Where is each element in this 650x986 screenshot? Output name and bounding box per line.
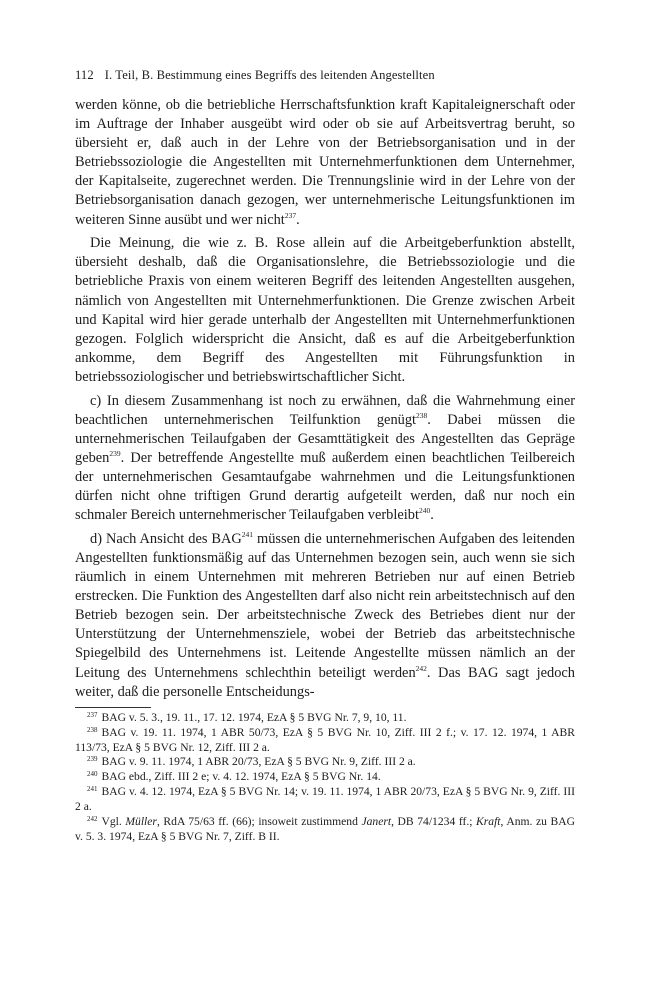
paragraph-text: werden könne, ob die betriebliche Herrschaftsfunktion kraft Kapitaleignerschaft oder im Auftrage der Inhaber ausgeübt wird oder ob sie auf Arbeitsvertrag beruht, so übersieht er, daß auch in der Lehre von der Betriebsorganisation und in der Betriebssoziologie die Angestellten mit Unternehmerfunktionen dem Unternehmer, der Kapitalseite, zugerechnet werden. Die Trennungslinie wird in der Lehre von der Betriebsorganisation danach gezogen, wer unternehmerische Leitungsfunktionen im weiteren Sinne ausübt und wer nicht (75, 97, 575, 228)
paragraph-text: c) In diesem Zusammenhang ist noch zu erwähnen, daß die Wahrnehmung einer beachtlichen unternehmerischen Teilfunktion genügt (75, 392, 575, 428)
paragraph-text: . Der betreffende Angestellte muß außerdem einen beachtlichen Teilbereich der unternehmerischen Gesamtaufgabe wahrnehmen und die Leitungsfunktionen dürfen nicht ohne triftigen Grund derartig aufgeteilt werden, daß nur noch ein schmaler Bereich unternehmerischer Teilaufgaben verbleibt (75, 449, 575, 524)
footnote (75, 770, 575, 785)
footnote-text: BAG v. 9. 11. 1974, 1 ABR 20/73, EzA § 5 BVG Nr. 9, Ziff. III 2 a. (101, 755, 416, 769)
footnote-number: 242 (87, 815, 98, 824)
footnote-text: BAG v. 19. 11. 1974, 1 ABR 50/73, EzA § 5 BVG Nr. 10, Ziff. III 2 f.; v. 17. 12. 1974, 1 ABR 113/73, EzA § 5 BVG Nr. 12, Ziff. III 2 a. (75, 725, 575, 754)
running-header (75, 67, 575, 83)
footnote-number: 238 (87, 725, 98, 734)
footnote-text: , DB 74/1234 ff.; (391, 815, 477, 829)
footnote-text: BAG v. 5. 3., 19. 11., 17. 12. 1974, EzA § 5 BVG Nr. 7, 9, 10, 11. (101, 710, 407, 724)
footnote-text: BAG ebd., Ziff. III 2 e; v. 4. 12. 1974, EzA § 5 BVG Nr. 14. (101, 770, 381, 784)
paragraph-text: Die Meinung, die wie z. B. Rose allein auf die Arbeitgeberfunktion abstellt, übersieht deshalb, daß die Organisationslehre, die Betriebssoziologie und die betriebliche Praxis von einem weiteren Begriff des leitenden Angestellten ausgehen, nämlich von Angestellten mit Unternehmerfunktionen. Die Grenze zwischen Arbeit und Kapital wird hier gerade unterhalb der Angestellten mit Unternehmerfunktionen gezogen. Folglich widerspricht die Ansicht, daß es auf die Arbeitgeberfunktion ankomme, dem Begriff des Angestellten mit Führungsfunktion in betriebssoziologischer und betriebswirtschaftlicher Sicht. (75, 235, 575, 385)
footnote-text: BAG v. 4. 12. 1974, EzA § 5 BVG Nr. 14; v. 19. 11. 1974, 1 ABR 20/73, EzA § 5 BVG Nr. 9, Ziff. III 2 a. (75, 785, 575, 814)
page-number: 112 (75, 68, 94, 82)
paragraph-text: . Dabei müssen die unternehmerischen Teilaufgaben der Gesamttätigkeit des Angestellten das Gepräge geben (75, 411, 575, 466)
running-title: I. Teil, B. Bestimmung eines Begriffs des leitenden Angestellten (104, 68, 435, 82)
paragraph (75, 96, 575, 230)
cited-author: Janert (361, 815, 392, 829)
cited-author: Müller (125, 815, 157, 829)
footnote (75, 785, 575, 815)
footnote (75, 711, 575, 726)
paragraph (75, 530, 575, 702)
body-text (75, 96, 575, 702)
book-page (75, 67, 575, 845)
paragraph (75, 234, 575, 387)
footnote-ref: 241 (241, 529, 254, 539)
footnote (75, 755, 575, 770)
footnote-number: 239 (87, 755, 98, 764)
footnote-text: Vgl. (101, 815, 126, 829)
footnote-ref: 238 (416, 410, 428, 420)
paragraph-text: . (296, 211, 300, 228)
footnote-ref: 240 (418, 506, 431, 516)
footnote (75, 815, 575, 845)
paragraph-text: müssen die unternehmerischen Aufgaben des leitenden Angestellten funktionsmäßig auf das Unternehmen bezogen sein, auch wenn sie sich räumlich in einem Unternehmen mit mehreren Betrieben nur auf einen Betrieb erstrecken. Die Funktion des Angestellten darf also nicht rein arbeitstechnisch auf den Betrieb bezogen sein. Der arbeitstechnische Zweck des Betriebes dient nur der Unterstützung der Unternehmensziele, wobei der Betrieb das arbeitstechnische Spiegelbild des Unternehmens ist. Leitende Angestellte müssen nämlich an der Leitung des Unternehmens schlechthin beteiligt werden (75, 530, 575, 681)
footnote-ref: 242 (415, 663, 427, 673)
footnote (75, 726, 575, 756)
footnote-text: , Anm. zu BAG v. 5. 3. 1974, EzA § 5 BVG Nr. 7, Ziff. B II. (75, 815, 576, 843)
footnote-number: 240 (87, 770, 98, 779)
paragraph-text: d) Nach Ansicht des BAG (90, 530, 242, 547)
paragraph (75, 392, 575, 526)
cited-author: Kraft (476, 815, 501, 829)
footnote-number: 237 (87, 710, 98, 719)
footnote-ref: 239 (109, 448, 121, 458)
footnote-text: , RdA 75/63 ff. (66); insoweit zustimmend (156, 815, 362, 829)
footnote-separator (75, 707, 151, 708)
footnote-number: 241 (87, 785, 98, 794)
footnotes (75, 711, 575, 845)
paragraph-text: . (430, 507, 434, 524)
footnote-ref: 237 (284, 210, 297, 220)
paragraph-text: . Das BAG sagt jedoch weiter, daß die personelle Entscheidungs- (75, 664, 575, 700)
